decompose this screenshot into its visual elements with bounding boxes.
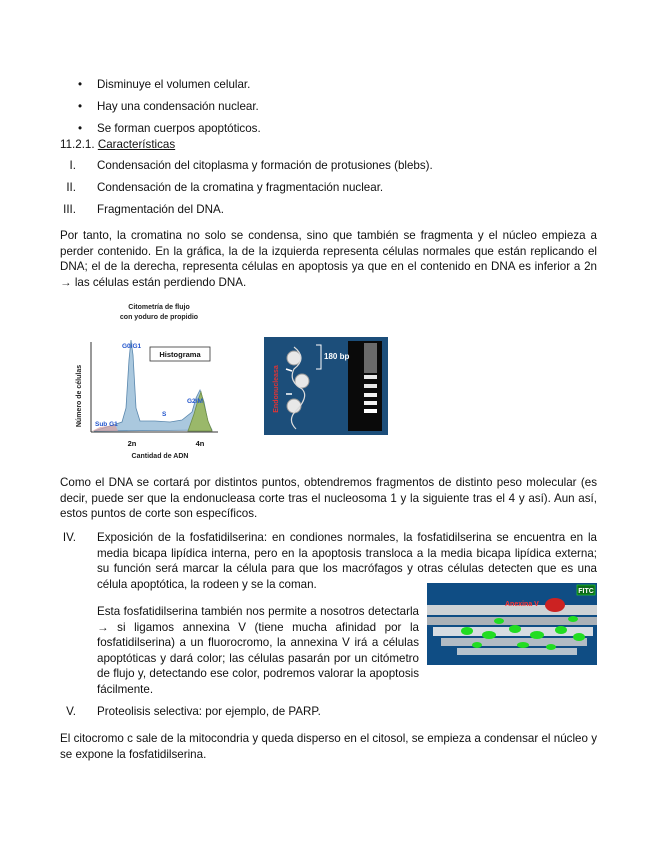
nucleosome-sphere — [287, 399, 301, 413]
bullet-text: Se forman cuerpos apoptóticos. — [97, 122, 261, 135]
bullet-item — [78, 121, 82, 137]
gel-band — [364, 343, 377, 373]
bullet-text: Disminuye el volumen celular. — [97, 78, 251, 91]
peak-label-g0g1: G0/G1 — [122, 343, 142, 350]
gel-band — [364, 375, 377, 379]
roman-item-subparagraph: Esta fosfatidilserina también nos permite a nosotros detectarla → si ligamos annexina V (tiene mucha afinidad por la fosfatidilserina) a un fluorocromo, la annexina V irá a células apoptóticas y dará color; las células pasarán por un citómetro de flujo y, detectando ese color, podremos valorar la apoptosis fácilmente. — [97, 605, 419, 696]
roman-numeral: II. — [66, 181, 76, 194]
roman-numeral: I. — [69, 159, 76, 172]
roman-item-text: Exposición de la fosfatidilserina: en condiones normales, la fosfatidilserina se encuentra en la media bicapa lipídica interna, pero en la apoptosis transloca a la media bicapa lipídica externa; su función será marcar la célula para que los macrófagos y otras células detecten que es una célula apoptótica, la rodeen y se la coman. — [97, 531, 597, 591]
label-endonuclease: Endonucleasa — [273, 365, 280, 413]
section-heading — [60, 137, 175, 153]
peak-label-subg1: Sub G1 — [95, 421, 118, 428]
figure-subtitle: con yoduro de propidio — [119, 314, 199, 321]
section-title: Características — [97, 138, 176, 151]
roman-item-text: Proteolisis selectiva: por ejemplo, de PARP. — [97, 705, 321, 718]
bullet-item — [78, 99, 82, 115]
tick-label-4n: 4n — [195, 439, 205, 448]
x-axis-label: Cantidad de ADN — [131, 453, 189, 460]
label-180bp: 180 bp — [324, 352, 350, 361]
y-axis-label: Número de células — [76, 364, 83, 428]
bullet-item — [78, 77, 82, 93]
roman-item-text: Fragmentación del DNA. — [97, 203, 224, 216]
legend-label: Histograma — [159, 350, 201, 359]
roman-numeral: V. — [66, 705, 76, 718]
gel-band — [364, 384, 377, 388]
bullet-marker: • — [78, 100, 83, 113]
gel-band — [364, 393, 377, 397]
annexin-protein — [545, 598, 565, 612]
nucleosome-sphere — [287, 351, 301, 365]
roman-item-text: Condensación de la cromatina y fragmentación nuclear. — [97, 181, 384, 194]
bullet-marker: • — [78, 78, 83, 91]
label-fitc: FITC — [578, 588, 594, 595]
roman-numeral: III. — [63, 203, 76, 216]
section-number: 11.2.1. — [60, 138, 95, 151]
flow-cytometry-figure — [70, 300, 230, 466]
paragraph: Como el DNA se cortará por distintos puntos, obtendremos fragmentos de distinto peso molecular (es decir, puede ser que la endonucleasa corte tras el nucleosoma 1 y la siguiente tras el 4 y así). Aun así, estos puntos de corte son específicos. — [60, 476, 597, 520]
paragraph: El citocromo c sale de la mitocondria y queda disperso en el citosol, se empieza a condensar el núcleo y se expone la fosfatidilserina. — [60, 732, 597, 761]
peak-label-g2m: G2/M — [187, 398, 203, 405]
label-annexin: Anexina V — [505, 601, 539, 608]
annexin-fitc-figure — [427, 583, 597, 665]
tick-label-2n: 2n — [127, 439, 137, 448]
dna-ladder-gel-figure — [264, 337, 388, 435]
gel-band — [364, 401, 377, 405]
roman-item-text: Condensación del citoplasma y formación de protusiones (blebs). — [97, 159, 433, 172]
bullet-marker: • — [78, 122, 83, 135]
figure-title: Citometría de flujo — [128, 304, 190, 311]
bullet-text: Hay una condensación nuclear. — [97, 100, 259, 113]
roman-numeral: IV. — [62, 531, 76, 544]
peak-label-s: S — [162, 411, 167, 418]
paragraph: Por tanto, la cromatina no solo se condensa, sino que también se fragmenta y el núcleo empieza a perder contenido. En la gráfica, la de la izquierda representa células normales que están replicando el DNA; el de la derecha, representa células en apoptosis ya que en el contenido en DNA es inferior a 2n → las células están perdiendo DNA. — [60, 229, 597, 289]
gel-band — [364, 409, 377, 413]
